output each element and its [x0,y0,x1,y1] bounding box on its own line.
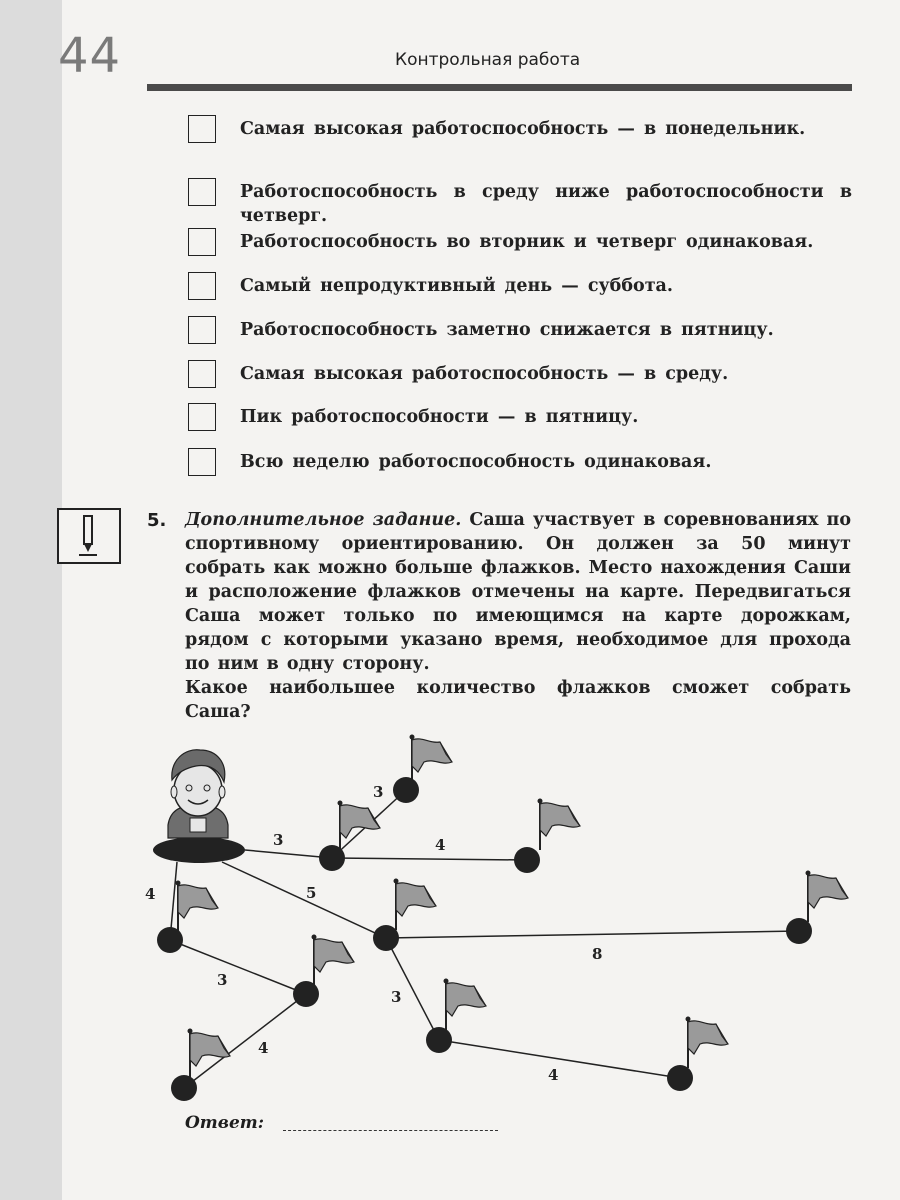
task-number: 5. [147,510,167,531]
answer-label: Ответ: [185,1113,265,1133]
task-body: Саша участвует в соревнованиях по спортивному ориентированию. Он должен за 50 минут собрать как можно больше флажков. Место нахождения Саши и расположение флажков отмечены на карте. Передвигаться Саша может только по имеющимся на карте дорожкам, рядом с которыми указано время, необходимое для прохода по ним в одну сторону. [185,510,852,674]
option-text: Самая высокая работоспособность — в понедельник. [240,119,806,139]
page-margin-strip [0,0,62,1200]
option-checkbox[interactable] [188,115,216,143]
option-text: Самая высокая работоспособность — в среду. [240,364,729,384]
option-checkbox[interactable] [188,178,216,206]
option-checkbox[interactable] [188,272,216,300]
flag-node [373,879,436,952]
option-text: Работоспособность заметно снижается в пятницу. [240,320,774,340]
orienteering-map [140,720,860,1120]
flag-node [319,801,380,872]
edge-label: 4 [548,1066,559,1084]
edge-label: 4 [435,836,446,854]
edge-label: 3 [217,971,228,989]
option-checkbox[interactable] [188,228,216,256]
option-checkbox[interactable] [188,316,216,344]
flag-node [393,735,452,804]
page-number: 44 [58,28,122,84]
page-header-title: Контрольная работа [395,50,581,70]
task-question: Какое наибольшее количество флажков сможет собрать Саша? [185,678,851,722]
edge-label: 3 [373,783,384,801]
flag-node [786,871,848,945]
flag-node [667,1017,728,1092]
option-text: Пик работоспособности — в пятницу. [240,407,639,427]
edge-label: 5 [306,884,317,902]
start-point [153,750,245,863]
header-rule [147,84,852,91]
flag-node [171,1029,230,1102]
option-text: Работоспособность в среду ниже работоспособности в четверг. [240,182,852,226]
flag-node [157,881,218,954]
boy-icon [168,750,228,838]
edge-label: 8 [592,945,603,963]
option-checkbox[interactable] [188,403,216,431]
edge-label: 3 [391,988,402,1006]
option-text: Работоспособность во вторник и четверг одинаковая. [240,232,814,252]
edge-label: 4 [145,885,156,903]
edge-label: 4 [258,1039,269,1057]
pencil-task-icon [57,508,121,564]
option-text: Самый непродуктивный день — суббота. [240,276,673,296]
task-lead: Дополнительное задание. [185,510,462,530]
option-checkbox[interactable] [188,448,216,476]
flag-node [293,935,354,1008]
flag-node [426,979,486,1054]
flag-node [514,799,580,874]
option-text: Всю неделю работоспособность одинаковая. [240,452,712,472]
answer-input-line[interactable] [283,1130,498,1131]
task-text [185,508,851,724]
option-checkbox[interactable] [188,360,216,388]
edge-label: 3 [273,831,284,849]
